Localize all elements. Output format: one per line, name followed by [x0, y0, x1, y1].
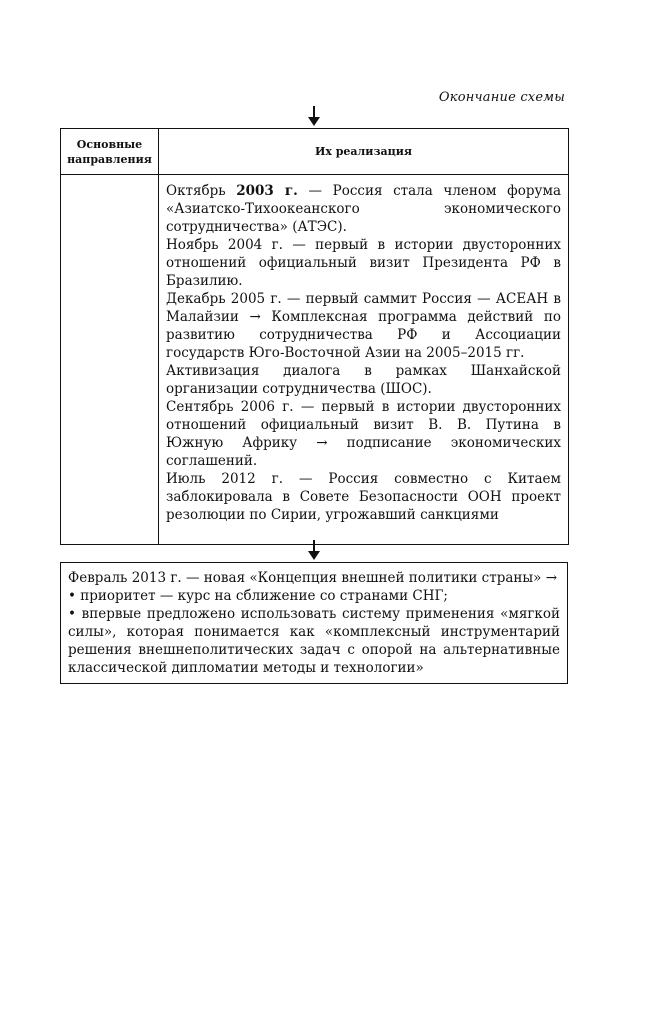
entry-2004: Ноябрь 2004 г. — первый в истории двусторонних отношений официальный визит Президента РФ в Бразилию.	[166, 237, 561, 289]
conclusion-line-concept: Февраль 2013 г. — новая «Концепция внешней политики страны» →	[68, 570, 557, 586]
col-header-directions: Основные направления	[61, 129, 159, 175]
col-header-implementation: Их реализация	[159, 129, 569, 175]
directions-cell	[61, 175, 159, 545]
table-row	[61, 175, 569, 545]
arrow-down-icon	[307, 106, 321, 126]
conclusion-box	[60, 562, 568, 684]
table-header-row	[61, 129, 569, 175]
implementation-cell	[159, 175, 569, 545]
scheme-caption: Окончание схемы	[438, 90, 565, 105]
entry-2012: Июль 2012 г. — Россия совместно с Китаем заблокировала в Совете Безопасности ООН проект резолюции по Сирии, угрожавший санкциями	[166, 471, 561, 523]
conclusion-line-priority: • приоритет — курс на сближение со странами СНГ;	[68, 588, 448, 604]
scheme-table	[60, 128, 569, 545]
entry-2005: Декабрь 2005 г. — первый саммит Россия — АСЕАН в Малайзии → Комплексная программа действий по развитию сотрудничества РФ и Ассоциации государств Юго-Восточной Азии на 2005–2015 гг.	[166, 291, 561, 361]
arrow-down-icon	[307, 540, 321, 560]
entry-2006: Сентябрь 2006 г. — первый в истории двусторонних отношений официальный визит В. В. Путина в Южную Африку → подписание экономических соглашений.	[166, 399, 561, 469]
entry-2003: Октябрь 2003 г. — Россия стала членом форума «Азиатско-Тихоокеанского экономического сотрудничества» (АТЭС).	[166, 183, 562, 235]
entry-sco: Активизация диалога в рамках Шанхайской организации сотрудничества (ШОС).	[166, 363, 561, 397]
conclusion-line-soft-power: • впервые предложено использовать систему применения «мягкой силы», которая понимается как «комплексный инструментарий решения внешнеполитических задач с опорой на альтернативные классической дипломатии методы и технологии»	[68, 606, 560, 676]
